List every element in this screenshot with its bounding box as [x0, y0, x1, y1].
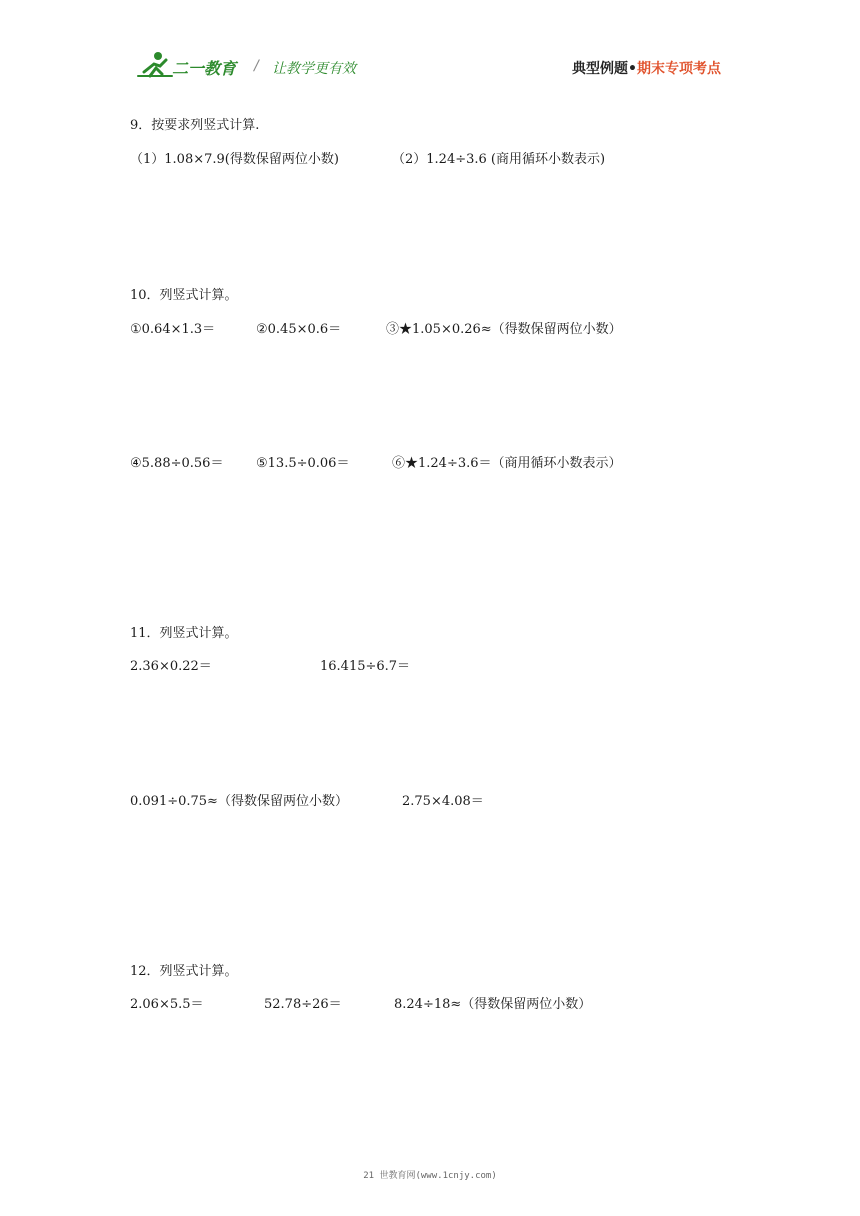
question-11-item-3: 0.091÷0.75≈（得数保留两位小数）	[130, 794, 348, 809]
question-10-item-5: ⑤13.5÷0.06＝	[256, 456, 350, 471]
question-9-item-1: （1）1.08×7.9(得数保留两位小数)	[130, 152, 339, 167]
question-10-item-3: ③★1.05×0.26≈（得数保留两位小数）	[386, 322, 622, 337]
brand-slogan: 让教学更有效	[272, 61, 356, 77]
header-category	[572, 58, 721, 78]
question-12-item-3: 8.24÷18≈（得数保留两位小数）	[394, 997, 592, 1012]
question-12-title: 12．列竖式计算。	[130, 964, 238, 979]
question-10-title: 10．列竖式计算。	[130, 288, 238, 303]
question-11-title: 11．列竖式计算。	[130, 626, 238, 641]
brand-name: 二一教育	[172, 59, 237, 78]
question-9-title: 9．按要求列竖式计算.	[130, 118, 260, 133]
header-divider: /	[254, 58, 259, 74]
question-11-item-2: 16.415÷6.7＝	[320, 659, 411, 674]
question-10-item-6: ⑥★1.24÷3.6＝（商用循环小数表示）	[392, 456, 622, 471]
question-11-item-4: 2.75×4.08＝	[402, 794, 484, 809]
brand-logo-icon	[136, 50, 176, 80]
question-10-item-1: ①0.64×1.3＝	[130, 322, 216, 337]
question-12-item-1: 2.06×5.5＝	[130, 997, 204, 1012]
page-footer: 21 世教育网(www.1cnjy.com)	[363, 1171, 497, 1181]
header-category-accent: 期末专项考点	[636, 61, 721, 77]
question-10-item-2: ②0.45×0.6＝	[256, 322, 342, 337]
header-category-label: 典型例题•	[572, 61, 637, 77]
question-10-item-4: ④5.88÷0.56＝	[130, 456, 224, 471]
question-11-item-1: 2.36×0.22＝	[130, 659, 212, 674]
question-9-item-2: （2）1.24÷3.6 (商用循环小数表示)	[392, 152, 606, 167]
question-12-item-2: 52.78÷26＝	[264, 997, 342, 1012]
